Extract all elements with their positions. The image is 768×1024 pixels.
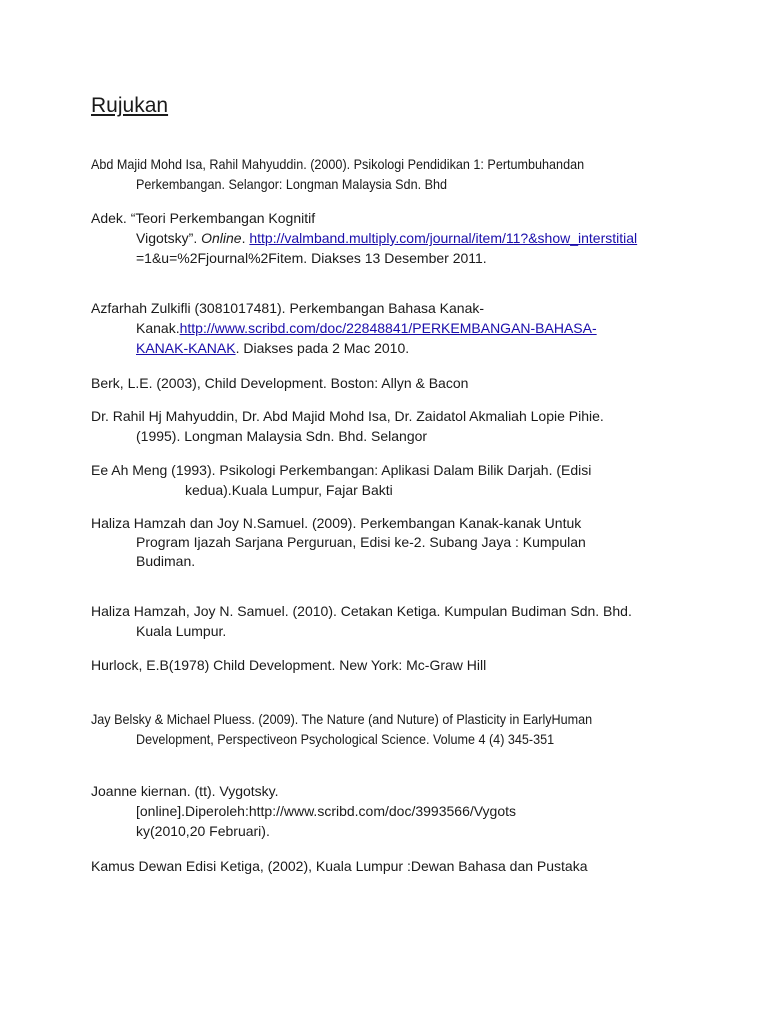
reference-line: Budiman. (136, 553, 196, 569)
reference-entry (91, 373, 468, 393)
reference-line: Abd Majid Mohd Isa, Rahil Mahyuddin. (2000). Psikologi Pendidikan 1: Pertumbuhandan (91, 156, 585, 172)
reference-entry (91, 154, 639, 194)
reference-line: Ee Ah Meng (1993). Psikologi Perkembangan: Aplikasi Dalam Bilik Darjah. (Edisi (91, 462, 592, 478)
reference-entry (91, 406, 604, 446)
reference-line: =1&u=%2Fjournal%2Fitem. Diakses 13 Desember 2011. (136, 250, 487, 266)
reference-line: [online].Diperoleh:http://www.scribd.com/doc/3993566/Vygots (136, 803, 517, 819)
reference-line: Azfarhah Zulkifli (3081017481). Perkembangan Bahasa Kanak- (91, 300, 485, 316)
reference-line: Haliza Hamzah, Joy N. Samuel. (2010). Cetakan Ketiga. Kumpulan Budiman Sdn. Bhd. (91, 603, 632, 619)
reference-text: . (241, 230, 250, 246)
reference-line: Adek. “Teori Perkembangan Kognitif (91, 210, 316, 226)
reference-line: Program Ijazah Sarjana Perguruan, Edisi ke-2. Subang Jaya : Kumpulan (136, 534, 586, 550)
reference-entry (91, 709, 648, 749)
reference-line: Jay Belsky & Michael Pluess. (2009). The Nature (and Nuture) of Plasticity in EarlyHuman (91, 711, 593, 727)
reference-text: . Diakses pada 2 Mac 2010. (235, 340, 410, 356)
reference-line: Joanne kiernan. (tt). Vygotsky. (91, 783, 279, 799)
reference-entry (91, 298, 597, 358)
reference-link[interactable]: http://valmband.multiply.com/journal/item/11?&show_interstitial (249, 230, 638, 246)
reference-entry (91, 514, 586, 571)
reference-line: Kuala Lumpur. (136, 623, 227, 639)
reference-entry (91, 601, 632, 641)
reference-line: Development, Perspectiveon Psychological Science. Volume 4 (4) 345-351 (136, 731, 555, 747)
reference-line: Dr. Rahil Hj Mahyuddin, Dr. Abd Majid Mohd Isa, Dr. Zaidatol Akmaliah Lopie Pihie. (91, 408, 604, 424)
reference-line: Hurlock, E.B(1978) Child Development. New York: Mc-Graw Hill (91, 657, 487, 673)
reference-line: Kamus Dewan Edisi Ketiga, (2002), Kuala Lumpur :Dewan Bahasa dan Pustaka (91, 858, 588, 874)
reference-line: Haliza Hamzah dan Joy N.Samuel. (2009). Perkembangan Kanak-kanak Untuk (91, 515, 582, 531)
reference-link[interactable]: http://www.scribd.com/doc/22848841/PERKEMBANGAN-BAHASA- (179, 320, 597, 336)
reference-text: Vigotsky”. (136, 230, 202, 246)
reference-line: Berk, L.E. (2003), Child Development. Boston: Allyn & Bacon (91, 375, 469, 391)
page-title: Rujukan (91, 94, 169, 117)
reference-line: ky(2010,20 Februari). (136, 823, 270, 839)
reference-entry (91, 781, 516, 841)
reference-entry (91, 655, 486, 675)
reference-line: Perkembangan. Selangor: Longman Malaysia Sdn. Bhd (136, 176, 448, 192)
reference-link[interactable]: KANAK-KANAK (136, 340, 236, 356)
reference-line: (1995). Longman Malaysia Sdn. Bhd. Selangor (136, 428, 428, 444)
reference-italic: Online (201, 230, 242, 246)
reference-entry (91, 460, 591, 500)
reference-line: kedua).Kuala Lumpur, Fajar Bakti (185, 482, 393, 498)
reference-entry (91, 208, 637, 268)
reference-entry (91, 856, 588, 876)
reference-text: Kanak. (136, 320, 180, 336)
